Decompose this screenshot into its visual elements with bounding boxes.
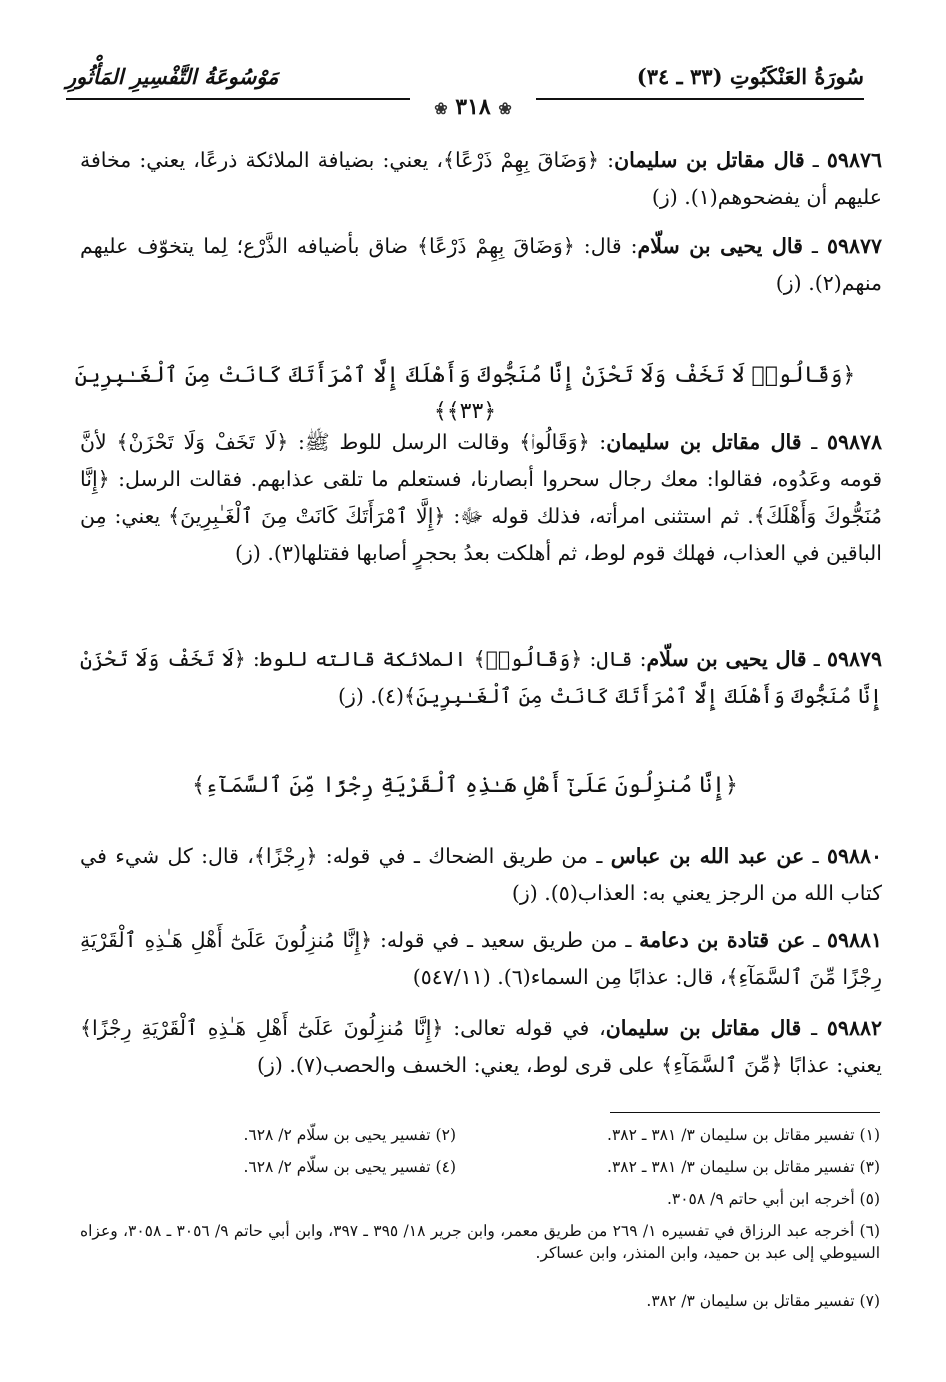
entry-text: : قال: ﴿وَقَالُوا۟﴾ الملائكة قالته للوط: ﴿لَا تَخَفْ وَلَا تَحْزَنْ إِنَّا مُنَجُّوكَ وَأَهْلَكَ إِلَّا ٱمْرَأَتَكَ كَانَتْ مِنَ ٱلْغَـٰبِرِينَ﴾(٤). (ز) [80, 647, 882, 708]
entry-text: : ﴿وَقَالُوا۟﴾ وقالت الرسل للوط ﷺ: ﴿لَا تَخَفْ وَلَا تَحْزَنْ﴾ لأنَّ قومه وعَدُوه، فقالوا: معك رجال سحروا أبصارنا، فستعلم ما تلقى عذابهم. فقالت الرسل: ﴿إِنَّا مُنَجُّوكَ وَأَهْلَكَ﴾. ثم استثنى امرأته، فذلك قوله ﷻ: ﴿إِلَّا ٱمْرَأَتَكَ كَانَتْ مِنَ ٱلْغَـٰبِرِينَ﴾ يعني: مِن الباقين في العذاب، فهلك قوم لوط، ثم أهلكت بعدُ بحجرٍ أصابها فقتلها(٣). (ز) [80, 430, 882, 565]
entry-number: ٥٩٨٧٧ [826, 234, 882, 258]
quran-verse: ﴿إِنَّا مُنزِلُونَ عَلَىٰٓ أَهْلِ هَـٰذِهِ ٱلْقَرْيَةِ رِجْزًا مِّنَ ٱلسَّمَآءِ﴾ [192, 773, 738, 798]
entry-text: ـ من طريق الضحاك ـ في قوله: ﴿رِجْزًا﴾، قال: كل شيء في كتاب الله من الرجز يعني به: العذاب(٥). (ز) [80, 844, 882, 905]
entry-number: ٥٩٨٨٠ [826, 844, 882, 868]
hadith-entry: ٥٩٨٧٧ ـ قال يحيى بن سلّام: قال: ﴿وَضَاقَ بِهِمْ ذَرْعًا﴾ ضاق بأضيافه الذَّرْع؛ لِما يتخوّف عليهم منهم(٢). (ز) [80, 234, 882, 295]
entry-text: ، في قوله تعالى: ﴿إِنَّا مُنزِلُونَ عَلَىٰٓ أَهْلِ هَـٰذِهِ ٱلْقَرْيَةِ رِجْزًا﴾ يعني: عذابًا ﴿مِّنَ ٱلسَّمَآءِ﴾ على قرى لوط، يعني: الخسف والحصب(٧). (ز) [80, 1016, 882, 1077]
entry-number: ٥٩٨٧٨ [826, 430, 883, 454]
entry-number: ٥٩٨٧٦ [826, 148, 882, 172]
hadith-entry: ٥٩٨٨٢ ـ قال مقاتل بن سليمان، في قوله تعالى: ﴿إِنَّا مُنزِلُونَ عَلَىٰٓ أَهْلِ هَـٰذِهِ ٱلْقَرْيَةِ رِجْزًا﴾ يعني: عذابًا ﴿مِّنَ ٱلسَّمَآءِ﴾ على قرى لوط، يعني: الخسف والحصب(٧). (ز) [80, 1016, 882, 1077]
entry-number: ٥٩٨٧٩ [826, 647, 882, 671]
entry-author: قال يحيى بن سلّام [646, 647, 807, 671]
footnote: (٢) تفسير يحيى بن سلّام ٢/ ٦٢٨. [243, 1126, 456, 1144]
hadith-entry: ٥٩٨٨٠ ـ عن عبد الله بن عباس ـ من طريق الضحاك ـ في قوله: ﴿رِجْزًا﴾، قال: كل شيء في كتاب الله من الرجز يعني به: العذاب(٥). (ز) [80, 844, 882, 905]
footnote: (٧) تفسير مقاتل بن سليمان ٣/ ٣٨٢. [646, 1292, 880, 1310]
entry-author: قال مقاتل بن سليمان [614, 148, 805, 172]
entry-author: قال يحيى بن سلّام [637, 234, 803, 258]
entry-author: عن قتادة بن دعامة [639, 928, 806, 952]
footnote: (١) تفسير مقاتل بن سليمان ٣/ ٣٨١ ـ ٣٨٢. [607, 1126, 880, 1144]
ornament-icon: ❀ [434, 99, 448, 118]
footnote: (٤) تفسير يحيى بن سلّام ٢/ ٦٢٨. [243, 1158, 456, 1176]
footnote-rule [610, 1112, 880, 1113]
page-header [66, 58, 864, 98]
hadith-entry: ٥٩٨٨١ ـ عن قتادة بن دعامة ـ من طريق سعيد ـ في قوله: ﴿إِنَّا مُنزِلُونَ عَلَىٰٓ أَهْلِ هَـٰذِهِ ٱلْقَرْيَةِ رِجْزًا مِّنَ ٱلسَّمَآءِ﴾، قال: عذابًا مِن السماء(٦). (٥٤٧/١١) [80, 928, 882, 989]
page-number-value: ٣١٨ [455, 94, 491, 120]
quran-verse: ﴿وَقَالُوا۟ لَا تَخَفْ وَلَا تَحْزَنْ إِنَّا مُنَجُّوكَ وَأَهْلَكَ إِلَّا ٱمْرَأَتَكَ كَانَتْ مِنَ ٱلْغَـٰبِرِينَ ﴿٣٣﴾﴾ [74, 363, 856, 424]
footnote: (٦) أخرجه عبد الرزاق في تفسيره ١/ ٢٦٩ من طريق معمر، وابن جرير ١٨/ ٣٩٥ ـ ٣٩٧، وابن أبي حاتم ٩/ ٣٠٥٦ ـ ٣٠٥٨، وعزاه السيوطي إلى عبد بن حميد، وابن المنذر، وابن عساكر. [80, 1222, 880, 1262]
footnote: (٣) تفسير مقاتل بن سليمان ٣/ ٣٨١ ـ ٣٨٢. [607, 1158, 880, 1176]
footnote: (٥) أخرجه ابن أبي حاتم ٩/ ٣٠٥٨. [666, 1190, 880, 1208]
hadith-entry: ٥٩٨٧٦ ـ قال مقاتل بن سليمان: ﴿وَضَاقَ بِهِمْ ذَرْعًا﴾، يعني: بضيافة الملائكة ذرعًا، يعني: مخافة عليهم أن يفضحوهم(١). (ز) [80, 148, 882, 209]
entry-author: عن عبد الله بن عباس [610, 844, 805, 868]
hadith-entry: ٥٩٨٧٩ ـ قال يحيى بن سلّام: قال: ﴿وَقَالُوا۟﴾ الملائكة قالته للوط: ﴿لَا تَخَفْ وَلَا تَحْزَنْ إِنَّا مُنَجُّوكَ وَأَهْلَكَ إِلَّا ٱمْرَأَتَكَ كَانَتْ مِنَ ٱلْغَـٰبِرِينَ﴾(٤). (ز) [80, 647, 882, 708]
surah-title: سُورَةُ العَنْكَبُوتِ (٣٣ ـ ٣٤) [636, 64, 864, 89]
entry-author: قال مقاتل بن سليمان [606, 430, 802, 454]
entry-number: ٥٩٨٨٢ [826, 1016, 882, 1040]
entry-number: ٥٩٨٨١ [826, 928, 882, 952]
entry-text: : قال: ﴿وَضَاقَ بِهِمْ ذَرْعًا﴾ ضاق بأضيافه الذَّرْع؛ لِما يتخوّف عليهم منهم(٢). (ز) [80, 234, 882, 295]
entry-text: ـ من طريق سعيد ـ في قوله: ﴿إِنَّا مُنزِلُونَ عَلَىٰٓ أَهْلِ هَـٰذِهِ ٱلْقَرْيَةِ رِجْزًا مِّنَ ٱلسَّمَآءِ﴾، قال: عذابًا مِن السماء(٦). (٥٤٧/١١) [80, 928, 882, 989]
book-title: مَوْسُوعَةُ التَّفْسِيرِ المَأْثُورِ [66, 64, 279, 89]
hadith-entry: ٥٩٨٧٨ ـ قال مقاتل بن سليمان: ﴿وَقَالُوا۟﴾ وقالت الرسل للوط ﷺ: ﴿لَا تَخَفْ وَلَا تَحْزَنْ﴾ لأنَّ قومه وعَدُوه، فقالوا: معك رجال سحروا أبصارنا، فستعلم ما تلقى عذابهم. فقالت الرسل: ﴿إِنَّا مُنَجُّوكَ وَأَهْلَكَ﴾. ثم استثنى امرأته، فذلك قوله ﷻ: ﴿إِلَّا ٱمْرَأَتَكَ كَانَتْ مِنَ ٱلْغَـٰبِرِينَ﴾ يعني: مِن الباقين في العذاب، فهلك قوم لوط، ثم أهلكت بعدُ بحجرٍ أصابها فقتلها(٣). (ز) [80, 430, 883, 565]
entry-text: : ﴿وَضَاقَ بِهِمْ ذَرْعًا﴾، يعني: بضيافة الملائكة ذرعًا، يعني: مخافة عليهم أن يفضحوهم(١). (ز) [80, 148, 882, 209]
ornament-icon: ❀ [498, 99, 512, 118]
page-number [410, 94, 536, 120]
entry-author: قال مقاتل بن سليمان [605, 1016, 802, 1040]
